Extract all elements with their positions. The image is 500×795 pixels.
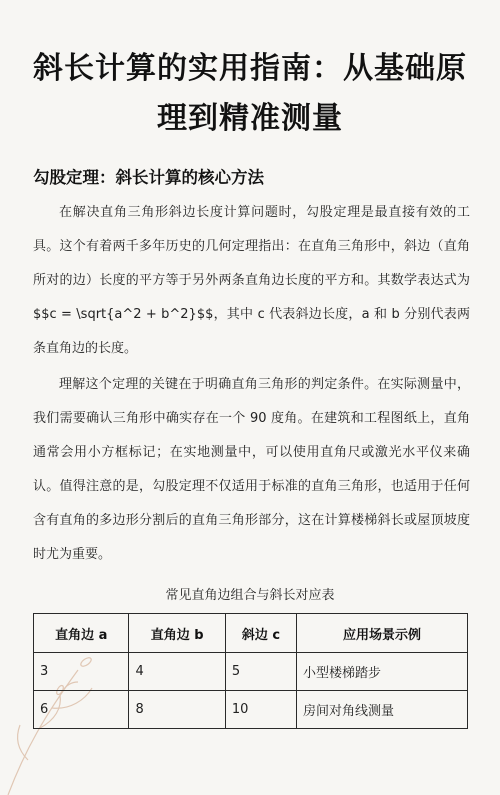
paragraph: 理解这个定理的关键在于明确直角三角形的判定条件。在实际测量中，我们需要确认三角形中确实存在一个 90 度角。在建筑和工程图纸上，直角通常会用小方框标记；在实地测量中，可以使用直角尺或激光水平仪来确认。值得注意的是，勾股定理不仅适用于标准的直角三角形，也适用于任何含有直角的多边形分割后的直角三角形部分，这在计算楼梯斜长或屋顶坡度时尤为重要。: [33, 377, 470, 562]
table-cell: 5: [225, 653, 296, 691]
column-header: 直角边 b: [129, 614, 225, 653]
table-caption: 常见直角边组合与斜长对应表: [165, 588, 335, 603]
page-title: 斜长计算的实用指南：从基础原理到精准测量: [33, 51, 467, 136]
table-row: [34, 691, 468, 729]
table-cell: 房间对角线测量: [297, 691, 468, 729]
table-header-row: [34, 614, 468, 653]
article-body: [33, 196, 470, 572]
table-cell: 4: [129, 653, 225, 691]
column-header: 应用场景示例: [297, 614, 468, 653]
table-cell: 小型楼梯踏步: [297, 653, 468, 691]
table-cell: 8: [129, 691, 225, 729]
table-cell: 6: [34, 691, 129, 729]
paragraph: 在解决直角三角形斜边长度计算问题时，勾股定理是最直接有效的工具。这个有着两千多年历史的几何定理指出：在直角三角形中，斜边（直角所对的边）长度的平方等于另外两条直角边长度的平方和。其数学表达式为$$c = \sqrt{a^2 + b^2}$$，其中 c 代表斜边长度，a 和 b 分别代表两条直角边的长度。: [33, 205, 470, 356]
column-header: 斜边 c: [225, 614, 296, 653]
table-row: [34, 653, 468, 691]
table-cell: 10: [225, 691, 296, 729]
column-header: 直角边 a: [34, 614, 129, 653]
section-heading: 勾股定理：斜长计算的核心方法: [33, 168, 264, 187]
hypotenuse-table: [33, 613, 468, 729]
table-cell: 3: [34, 653, 129, 691]
